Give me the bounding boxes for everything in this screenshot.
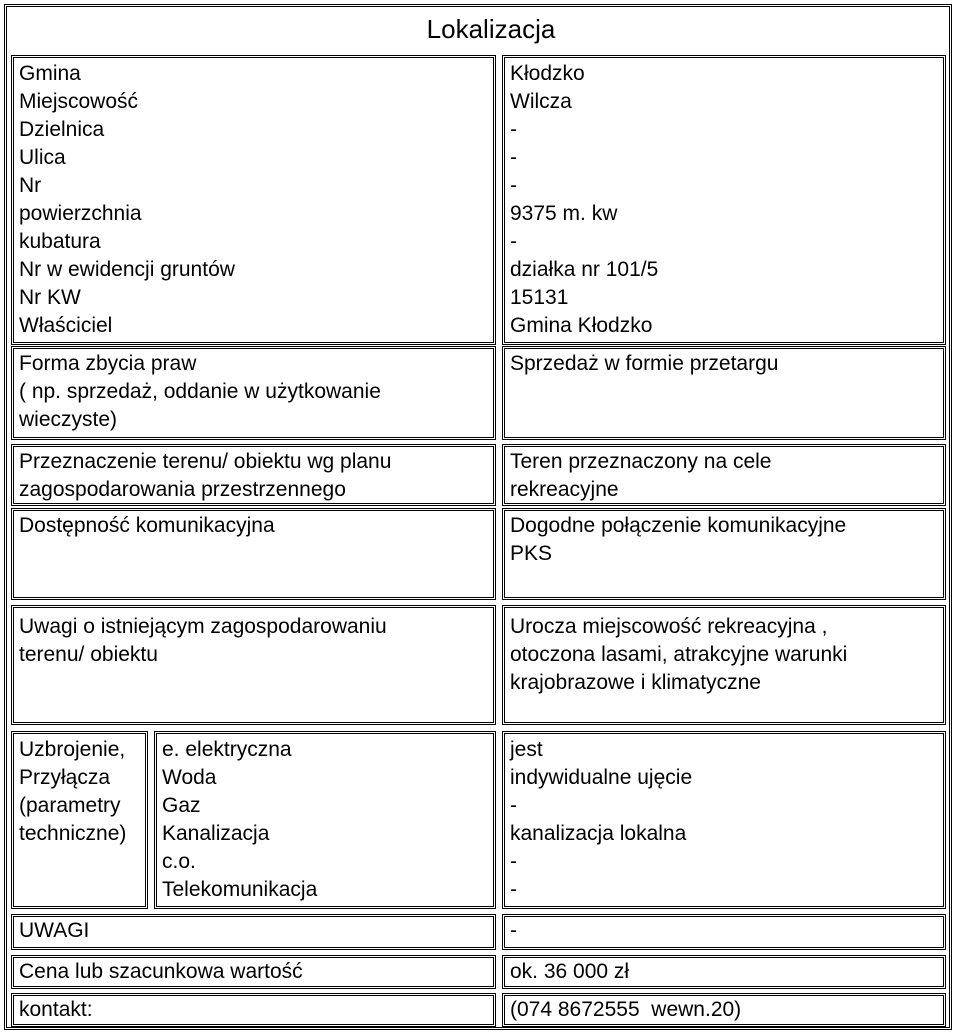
type-co: c.o. [162,850,196,873]
uzbrojenie-value-gaz: - [510,794,517,817]
value-gmina: Kłodzko [510,62,585,85]
value-powierzchnia: 9375 m. kw [510,202,618,225]
page-title: Lokalizacja [426,14,556,44]
przeznaczenie-label [19,448,489,504]
forma-value-cell [502,346,946,440]
kontakt-value: (074 8672555 wewn.20) [510,998,742,1021]
location-labels [19,60,489,340]
type-telekomunikacja: Telekomunikacja [162,878,318,901]
uzbrojenie-value-kanalizacja: kanalizacja lokalna [510,822,687,845]
uzbrojenie-label-line: Uzbrojenie, [19,738,126,761]
uzbrojenie-value-co: - [510,850,517,873]
uwagi-zagosp-label-cell [11,605,496,725]
uzbrojenie-label-cell [11,731,148,909]
uwagi-zagosp-value-line: otoczona lasami, atrakcyjne warunki [510,643,848,666]
label-nr: Nr [19,174,42,197]
type-woda: Woda [162,766,217,789]
uzbrojenie-types-cell [154,731,496,909]
uwagi-value-cell [502,914,946,950]
cena-value-cell [502,955,946,989]
label-dzielnica: Dzielnica [19,118,105,141]
value-dzielnica: - [510,118,517,141]
forma-value: Sprzedaż w formie przetargu [510,352,779,375]
uzbrojenie-label [19,736,141,848]
location-values-cell [502,55,946,345]
value-wlasciciel: Gmina Kłodzko [510,314,653,337]
uwagi-label-cell [11,914,496,950]
uzbrojenie-value-woda: indywidualne ujęcie [510,766,693,789]
cena-value: ok. 36 000 zł [510,960,630,983]
uzbrojenie-value-elektryczna: jest [510,738,543,761]
uzbrojenie-label-line: (parametry [19,794,121,817]
value-nr-ewidencji: działka nr 101/5 [510,258,659,281]
type-elektryczna: e. elektryczna [162,738,292,761]
value-miejscowosc: Wilcza [510,90,572,113]
label-wlasciciel: Właściciel [19,314,113,337]
cena-label-cell [11,955,496,989]
uzbrojenie-label-line: Przyłącza [19,766,111,789]
uwagi-zagosp-label-line: terenu/ obiektu [19,643,158,666]
value-nr: - [510,174,517,197]
uwagi-value: - [510,919,517,942]
location-values [510,60,939,340]
location-labels-cell [11,55,496,345]
przeznaczenie-label-line: Przeznaczenie terenu/ obiektu wg planu [19,450,392,473]
forma-label-line: wieczyste) [19,408,118,431]
forma-label-line: ( np. sprzedaż, oddanie w użytkowanie [19,380,381,403]
uzbrojenie-value-telekomunikacja: - [510,878,517,901]
uzbrojenie-label-line: techniczne) [19,822,127,845]
przeznaczenie-label-cell [11,444,496,506]
kontakt-value-cell [502,993,946,1027]
uzbrojenie-values-cell [502,731,946,909]
dostepnosc-value-line: PKS [510,542,553,565]
uwagi-zagosp-label-line: Uwagi o istniejącym zagospodarowaniu [19,615,387,638]
uzbrojenie-values [510,736,939,904]
uwagi-zagosp-label [19,613,489,669]
value-nr-kw: 15131 [510,286,569,309]
value-kubatura: - [510,230,517,253]
type-kanalizacja: Kanalizacja [162,822,270,845]
dostepnosc-value [510,512,939,568]
kontakt-label-cell [11,993,496,1027]
przeznaczenie-value-line: rekreacyjne [510,478,619,501]
label-miejscowosc: Miejscowość [19,90,139,113]
type-gaz: Gaz [162,794,201,817]
dostepnosc-value-line: Dogodne połączenie komunikacyjne [510,514,847,537]
forma-label-line: Forma zbycia praw [19,352,197,375]
uwagi-label: UWAGI [19,919,90,942]
forma-label [19,350,489,434]
dostepnosc-value-cell [502,508,946,600]
uzbrojenie-types [162,736,489,904]
kontakt-label: kontakt: [19,998,93,1021]
dostepnosc-label-cell [11,508,496,600]
przeznaczenie-value-cell [502,444,946,506]
dostepnosc-label: Dostępność komunikacyjna [19,514,275,537]
label-nr-kw: Nr KW [19,286,81,309]
przeznaczenie-value-line: Teren przeznaczony na cele [510,450,772,473]
label-powierzchnia: powierzchnia [19,202,142,225]
value-ulica: - [510,146,517,169]
uwagi-zagosp-value-line: krajobrazowe i klimatyczne [510,671,761,694]
label-nr-ewidencji: Nr w ewidencji gruntów [19,258,235,281]
uwagi-zagosp-value [510,613,939,697]
przeznaczenie-label-line: zagospodarowania przestrzennego [19,478,346,501]
label-gmina: Gmina [19,62,81,85]
uwagi-zagosp-value-line: Urocza miejscowość rekreacyjna , [510,615,828,638]
label-kubatura: kubatura [19,230,101,253]
label-ulica: Ulica [19,146,66,169]
uwagi-zagosp-value-cell [502,605,946,725]
forma-label-cell [11,346,496,440]
cena-label: Cena lub szacunkowa wartość [19,960,303,983]
przeznaczenie-value [510,448,939,504]
